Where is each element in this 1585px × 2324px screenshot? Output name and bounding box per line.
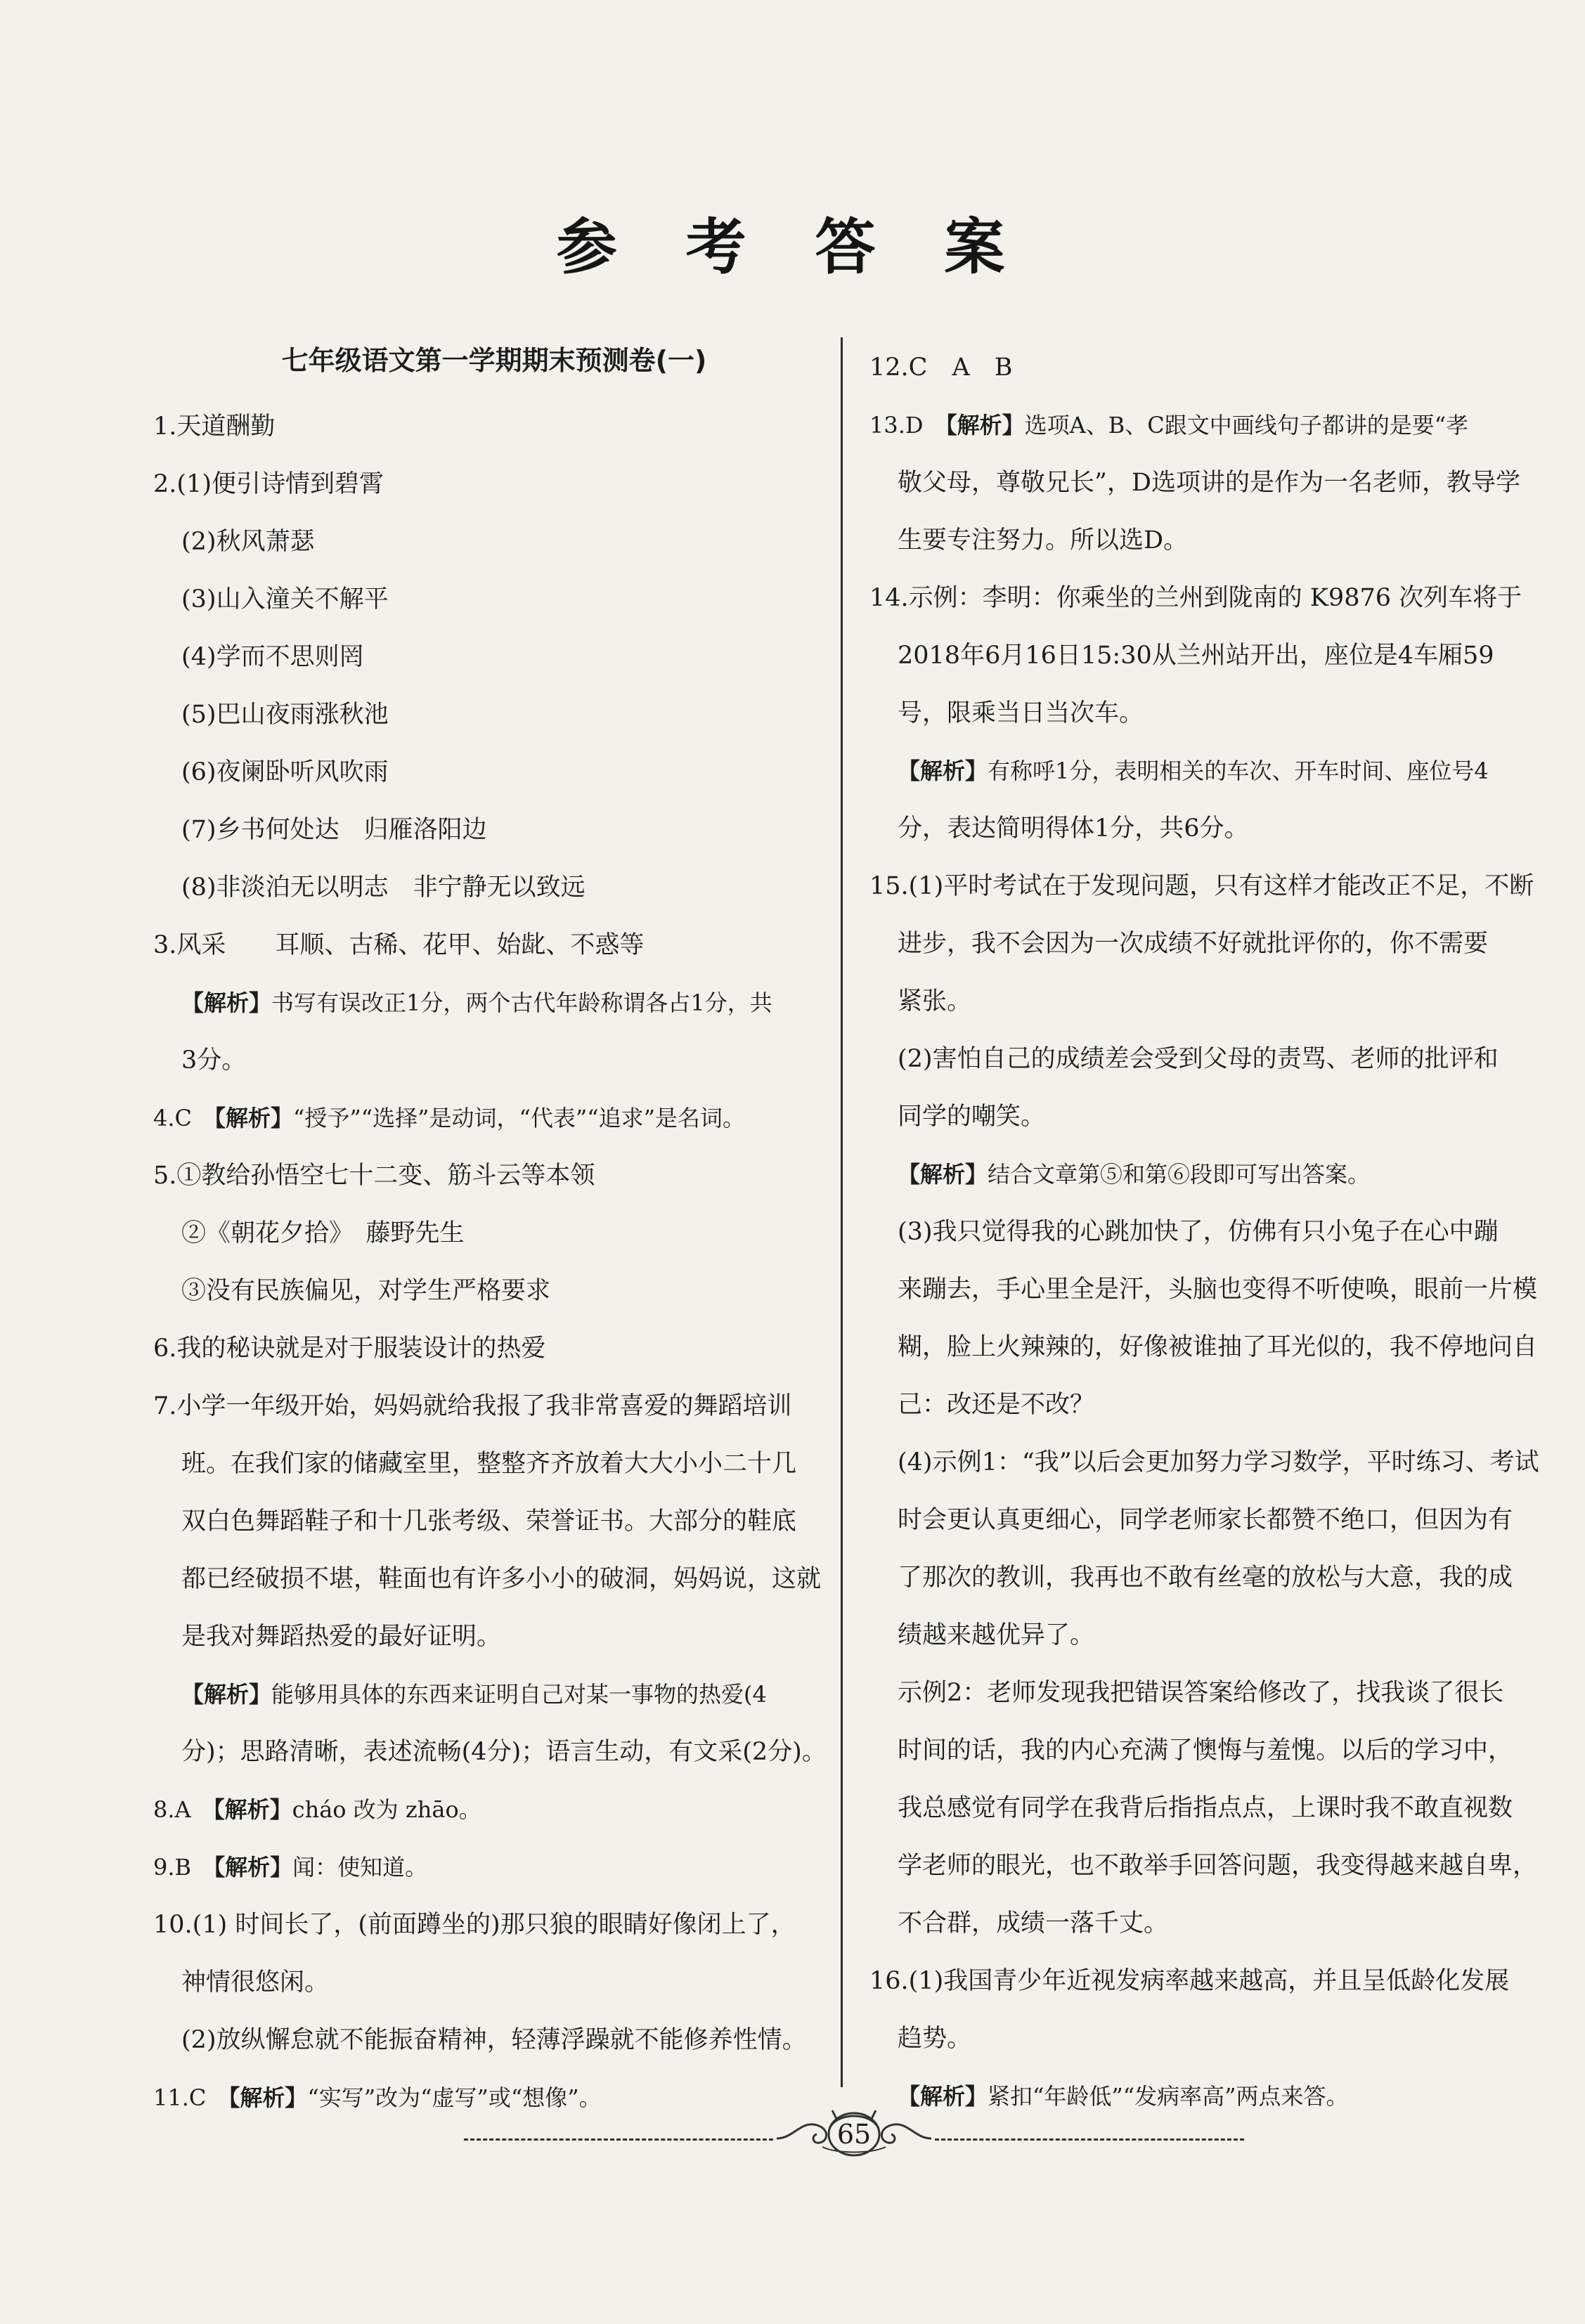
answer-line: 2018年6月16日15:30从兰州站开出，座位是4车厢59: [898, 642, 1494, 670]
answer-line: 号，限乘当日当次车。: [898, 699, 1144, 727]
answer-line: [153, 1089, 807, 1147]
answer-line: 3.风采 耳顺、古稀、花甲、始龀、不惑等: [153, 931, 645, 959]
analysis-text: 能够用具体的东西来证明自己对某一事物的热爱(4: [271, 1681, 767, 1708]
answer-line: (3)我只觉得我的心跳加快了，仿佛有只小兔子在心中蹦: [898, 1218, 1499, 1246]
right-answer-list: [869, 339, 1539, 2125]
analysis-label: 【解析】: [181, 989, 272, 1016]
answer-line: (7)乡书何处达 归雁洛阳边: [181, 816, 487, 844]
answer-line: (2)放纵懈怠就不能振奋精神，轻薄浮躁就不能修养性情。: [181, 2026, 807, 2054]
answer-line: 己：改还是不改？: [898, 1391, 1095, 1419]
answer-line: (3)山入潼关不解平: [181, 585, 389, 614]
answer-line: [869, 396, 1530, 454]
analysis-label: 【解析】: [213, 1796, 292, 1823]
answer-line: 5.①教给孙悟空七十二变、筋斗云等本领: [153, 1162, 595, 1190]
answer-number: 11.C: [153, 2084, 229, 2111]
page-footer: [464, 2098, 1244, 2168]
page-number-wrap: [773, 2098, 935, 2168]
answer-line: (6)夜阑卧听风吹雨: [181, 758, 389, 786]
answer-line: 双白色舞蹈鞋子和十几张考级、荣誉证书。大部分的鞋底: [181, 1507, 797, 1536]
answer-line: [869, 1145, 1530, 1203]
answer-line: 15.(1)平时考试在于发现问题，只有这样才能改正不足，不断: [869, 872, 1534, 900]
answer-line: ②《朝花夕拾》 藤野先生: [181, 1219, 465, 1247]
answer-line: 敬父母，尊敬兄长”，D选项讲的是作为一名老师，教导学: [898, 469, 1520, 497]
section-title: 七年级语文第一学期期末预测卷(一): [281, 345, 707, 376]
analysis-text: 紧扣“年龄低”“发病率高”两点来答。: [988, 2083, 1349, 2110]
answer-line: [153, 1781, 807, 1838]
analysis-label: 【解析】: [214, 1105, 294, 1131]
answer-line: 时间的话，我的内心充满了懊悔与羞愧。以后的学习中，: [898, 1736, 1513, 1765]
answer-line: 我总感觉有同学在我背后指指点点，上课时我不敢直视数: [898, 1794, 1513, 1822]
answer-line: 神情很悠闲。: [181, 1968, 330, 1997]
answer-line: 同学的嘲笑。: [898, 1103, 1046, 1131]
answer-number: 4.C: [153, 1105, 215, 1131]
answer-line: 分，表达简明得体1分，共6分。: [898, 814, 1249, 843]
answer-line: 1.天道酬勤: [153, 413, 276, 441]
left-answer-list: [153, 398, 827, 2127]
answer-line: 学老师的眼光，也不敢举手回答问题，我变得越来越自卑，: [898, 1852, 1538, 1880]
answer-line: 分)；思路清晰，表述流畅(4分)；语言生动，有文采(2分)。: [181, 1738, 827, 1766]
footer-dash-left: [464, 2138, 773, 2141]
analysis-label: 【解析】: [214, 1854, 293, 1881]
column-divider: [841, 337, 843, 2087]
answer-line: 来蹦去，手心里全是汗，头脑也变得不听使唤，眼前一片模: [898, 1275, 1538, 1304]
analysis-label: 【解析】: [181, 1681, 272, 1708]
answer-line: 3分。: [181, 1046, 247, 1075]
answer-line: 生要专注努力。所以选D。: [898, 526, 1189, 554]
answer-line: 糊，脸上火辣辣的，好像被谁抽了耳光似的，我不停地问自: [898, 1333, 1538, 1361]
answer-line: 进步，我不会因为一次成绩不好就批评你的，你不需要: [898, 930, 1489, 958]
analysis-text: cháo 改为 zhāo。: [292, 1796, 481, 1823]
answer-line: 了那次的教训，我再也不敢有丝毫的放松与大意，我的成: [898, 1564, 1513, 1592]
answer-line: (5)巴山夜雨涨秋池: [181, 701, 389, 729]
answer-line: (4)学而不思则罔: [181, 643, 364, 671]
answer-line: 不合群，成绩一落千丈。: [898, 1909, 1169, 1937]
answer-number: 13.D: [869, 412, 946, 439]
answer-number: 8.A: [153, 1796, 214, 1823]
answer-line: 绩越来越优异了。: [898, 1621, 1095, 1649]
answer-line: [153, 1838, 807, 1896]
analysis-label: 【解析】: [898, 758, 988, 784]
analysis-text: 闻：使知道。: [292, 1854, 428, 1881]
answer-line: 时会更认真更细心，同学老师家长都赞不绝口，但因为有: [898, 1506, 1513, 1534]
answer-line: (2)秋风萧瑟: [181, 528, 315, 556]
right-column: [869, 339, 1539, 2125]
analysis-text: 有称呼1分，表明相关的车次、开车时间、座位号4: [988, 758, 1489, 784]
answer-line: 都已经破损不堪，鞋面也有许多小小的破洞，妈妈说，这就: [181, 1565, 822, 1593]
answer-line: 班。在我们家的储藏室里，整整齐齐放着大大小小二十几: [181, 1450, 797, 1478]
analysis-text: 选项A、B、C跟文中画线句子都讲的是要“孝: [1024, 412, 1469, 439]
page-title: 参 考 答 案: [556, 212, 1029, 283]
answer-line: 2.(1)便引诗情到碧霄: [153, 470, 384, 498]
answer-line: 7.小学一年级开始，妈妈就给我报了我非常喜爱的舞蹈培训: [153, 1392, 792, 1420]
page-number: 65: [836, 2119, 872, 2150]
analysis-text: “授予”“选择”是动词，“代表”“追求”是名词。: [293, 1105, 745, 1131]
answer-line: 紧张。: [898, 987, 972, 1015]
answer-line: 14.示例：李明：你乘坐的兰州到陇南的 K9876 次列车将于: [869, 584, 1522, 612]
analysis-text: “实写”改为“虚写”或“想像”。: [307, 2084, 602, 2111]
footer-dash-right: [935, 2138, 1244, 2141]
answer-line: 是我对舞蹈热爱的最好证明。: [181, 1623, 502, 1651]
answer-line: [869, 742, 1530, 800]
answer-line: (8)非淡泊无以明志 非宁静无以致远: [181, 874, 586, 902]
analysis-label: 【解析】: [228, 2084, 308, 2111]
answer-number: 9.B: [153, 1854, 214, 1881]
analysis-text: 书写有误改正1分，两个古代年龄称谓各占1分，共: [271, 989, 772, 1016]
analysis-text: 结合文章第⑤和第⑥段即可写出答案。: [988, 1161, 1371, 1188]
left-column: [153, 339, 827, 2127]
answer-line: [153, 1666, 807, 1723]
answer-line: 趋势。: [898, 2025, 972, 2053]
answer-line: (4)示例1：“我”以后会更加努力学习数学，平时练习、考试: [898, 1448, 1539, 1476]
answer-line: ③没有民族偏见，对学生严格要求: [181, 1277, 551, 1305]
answer-line: 6.我的秘诀就是对于服装设计的热爱: [153, 1335, 546, 1363]
answer-line: 10.(1) 时间长了，(前面蹲坐的)那只狼的眼睛好像闭上了，: [153, 1911, 796, 1939]
answer-line: 12.C A B: [869, 353, 1013, 382]
answer-line: (2)害怕自己的成绩差会受到父母的责骂、老师的批评和: [898, 1045, 1499, 1073]
analysis-label: 【解析】: [945, 412, 1025, 439]
analysis-label: 【解析】: [898, 2083, 988, 2110]
answer-line: 16.(1)我国青少年近视发病率越来越高，并且呈低龄化发展: [869, 1967, 1510, 1995]
answer-line: 示例2：老师发现我把错误答案给修改了，找我谈了很长: [898, 1679, 1504, 1707]
analysis-label: 【解析】: [898, 1161, 988, 1188]
answer-line: [153, 974, 807, 1032]
